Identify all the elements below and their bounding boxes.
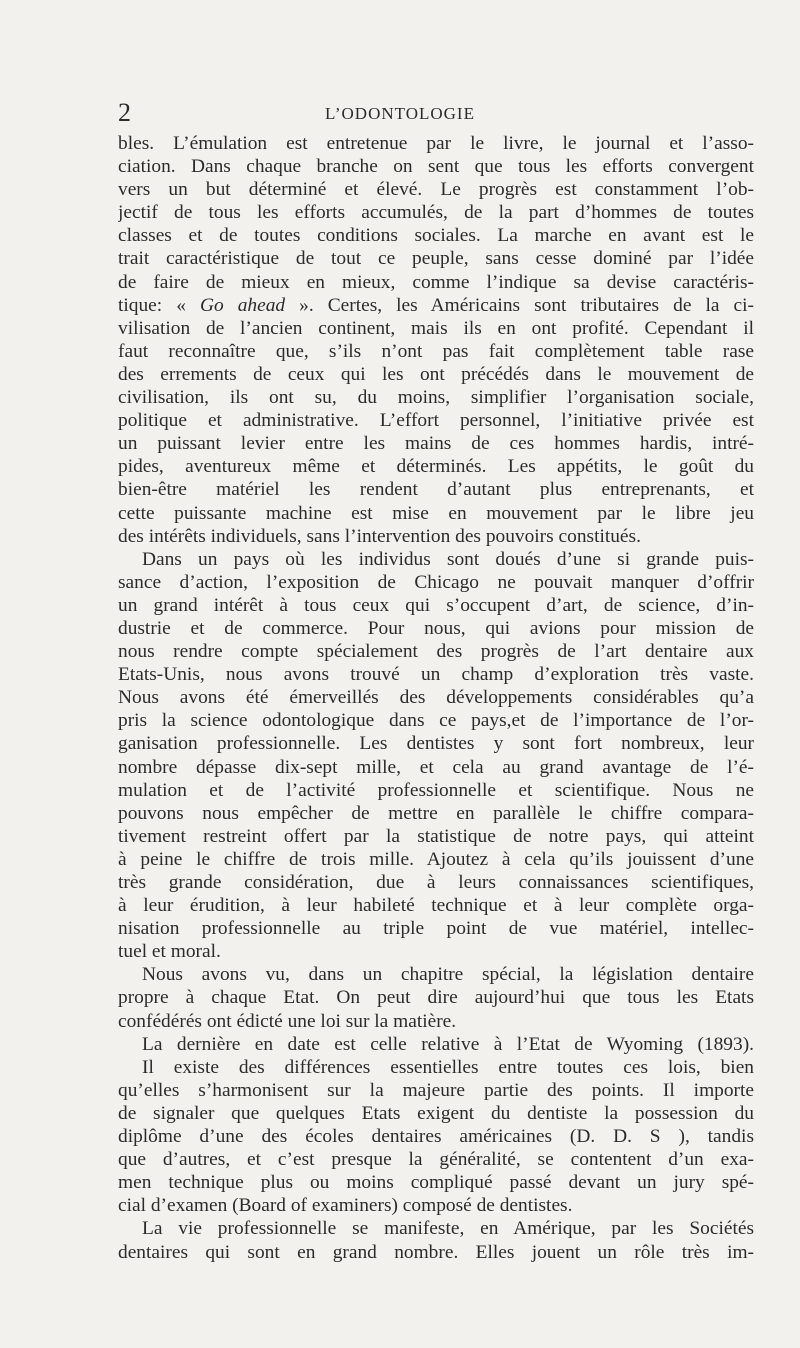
text-line: de faire de mieux en mieux, comme l’indique sa devise caractéris-: [118, 271, 754, 293]
text-line: sance d’action, l’exposition de Chicago ne pouvait manquer d’offrir: [118, 571, 754, 593]
text-line: ganisation professionnelle. Les dentistes y sont fort nombreux, leur: [118, 733, 754, 755]
text-line: pides, aventureux même et déterminés. Les appétits, le goût du: [118, 456, 754, 478]
text-line: pouvons nous empêcher de mettre en parallèle le chiffre compara-: [118, 802, 754, 824]
text-line: un puissant levier entre les mains de ces hommes hardis, intré-: [118, 433, 754, 455]
text-line: bles. L’émulation est entretenue par le livre, le journal et l’asso-: [118, 133, 754, 154]
text-line: très grande considération, due à leurs connaissances scientifiques,: [118, 872, 754, 893]
text-line: La dernière en date est celle relative à l’Etat de Wyoming (1893).: [142, 1033, 754, 1055]
text-line: confédérés ont édicté une loi sur la matière.: [118, 1010, 457, 1032]
text-line: Nous avons vu, dans un chapitre spécial, la législation dentaire: [142, 964, 754, 986]
text-line: mulation et de l’activité professionnelle et scientifique. Nous ne: [118, 779, 754, 801]
text-line: diplôme d’une des écoles dentaires américaines (D. D. S ), tandis: [118, 1126, 754, 1148]
text-line: dentaires qui sont en grand nombre. Elles jouent un rôle très im-: [118, 1241, 754, 1263]
text-line: tique: « Go ahead ». Certes, les Américains sont tributaires de la ci-: [118, 294, 754, 316]
text-line: Nous avons été émerveillés des développements considérables qu’a: [118, 687, 754, 709]
page-number: 2: [118, 98, 131, 127]
text-line: classes et de toutes conditions sociales. La marche en avant est le: [118, 225, 754, 247]
text-line: un grand intérêt à tous ceux qui s’occupent d’art, de science, d’in-: [118, 594, 754, 616]
text-line: à peine le chiffre de trois mille. Ajoutez à cela qu’ils jouissent d’une: [118, 848, 754, 870]
text-line: Etats-Unis, nous avons trouvé un champ d’exploration très vaste.: [118, 664, 754, 686]
text-line: propre à chaque Etat. On peut dire aujourd’hui que tous les Etats: [118, 987, 754, 1009]
text-line: vers un but déterminé et élevé. Le progrès est constamment l’ob-: [118, 179, 754, 201]
text-line: de signaler que quelques Etats exigent du dentiste la possession du: [118, 1102, 754, 1124]
text-line: La vie professionnelle se manifeste, en Amérique, par les Sociétés: [142, 1218, 754, 1240]
text-line: nous rendre compte spécialement des progrès de l’art dentaire aux: [118, 641, 754, 663]
text-line: que d’autres, et c’est presque la généralité, se contentent d’un exa-: [118, 1149, 754, 1171]
text-line: cial d’examen (Board of examiners) composé de dentistes.: [118, 1195, 573, 1217]
text-line: des intérêts individuels, sans l’intervention des pouvoirs constitués.: [118, 525, 641, 547]
text-line: faut reconnaître que, s’ils n’ont pas fait complètement table rase: [118, 340, 754, 362]
body-text: [118, 132, 754, 1264]
text-line: à leur érudition, à leur habileté technique et à leur complète orga-: [118, 895, 754, 917]
text-line: tuel et moral.: [118, 941, 221, 963]
text-line: Il existe des différences essentielles entre toutes ces lois, bien: [142, 1056, 754, 1078]
text-line: vilisation de l’ancien continent, mais ils en ont profité. Cependant il: [118, 317, 754, 339]
text-line: cette puissante machine est mise en mouvement par le libre jeu: [118, 502, 754, 524]
text-line: tivement restreint offert par la statistique de notre pays, qui atteint: [118, 825, 754, 847]
text-line: nombre dépasse dix-sept mille, et cela au grand avantage de l’é-: [118, 756, 754, 778]
text-line: bien-être matériel les rendent d’autant plus entreprenants, et: [118, 479, 754, 501]
text-line: nisation professionnelle au triple point de vue matériel, intellec-: [118, 918, 754, 940]
motto-emphasis: Go ahead: [199, 294, 286, 316]
text-line: pris la science odontologique dans ce pays,et de l’importance de l’or-: [118, 710, 754, 732]
text-line: civilisation, ils ont su, du moins, simplifier l’organisation sociale,: [118, 387, 754, 409]
text-line: men technique plus ou moins compliqué passé devant un jury spé-: [118, 1172, 754, 1194]
text-line: dustrie et de commerce. Pour nous, qui avions pour mission de: [118, 617, 754, 639]
text-line: Dans un pays où les individus sont doués d’une si grande puis-: [142, 548, 754, 570]
text-line: trait caractéristique de tout ce peuple, sans cesse dominé par l’idée: [118, 248, 754, 270]
text-line: ciation. Dans chaque branche on sent que tous les efforts convergent: [118, 156, 754, 178]
text-line: jectif de tous les efforts accumulés, de la part d’hommes de toutes: [118, 202, 754, 224]
text-line: des errements de ceux qui les ont précédés dans le mouvement de: [118, 363, 754, 385]
running-head: L’ODONTOLOGIE: [325, 104, 475, 123]
text-line: qu’elles s’harmonisent sur la majeure partie des points. Il importe: [118, 1079, 754, 1101]
text-line: politique et administrative. L’effort personnel, l’initiative privée est: [118, 410, 754, 432]
